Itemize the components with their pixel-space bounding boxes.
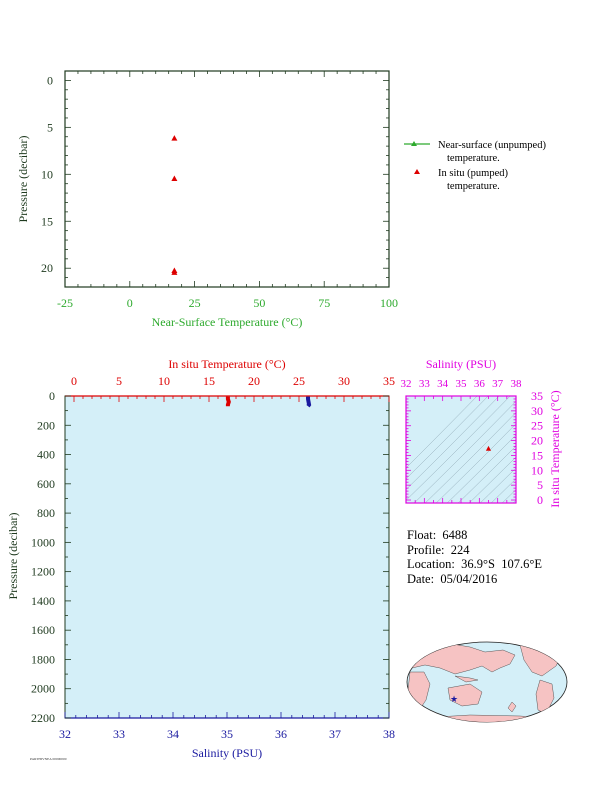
main-pressure-tick-label: 1600 [31, 623, 55, 638]
ts-plot-area [406, 396, 516, 503]
top-legend [404, 140, 546, 192]
main-temperature-tick-labels [71, 374, 395, 388]
ts-temperature-tick-label: 15 [531, 448, 543, 463]
main-salinity-tick-label: 35 [221, 727, 233, 741]
main-salinity-tick-label: 34 [167, 727, 179, 741]
legend-marker-in-situ [414, 169, 420, 174]
main-plot-area [65, 396, 389, 718]
map-land-antarctica [420, 715, 560, 724]
main-temperature-tick-label: 20 [248, 374, 260, 388]
ts-salinity-tick-label: 38 [510, 378, 522, 390]
main-salinity-tick-labels [59, 727, 395, 741]
temperature-profile-line [228, 397, 229, 407]
ts-temperature-tick-labels [531, 389, 543, 507]
legend-near-surface-line1: Near-surface (unpumped) [438, 140, 546, 151]
ts-salinity-tick-labels [401, 378, 523, 390]
legend-near-surface-line2: temperature. [447, 153, 500, 164]
float-info-panel [407, 528, 542, 586]
main-temperature-tick-label: 15 [203, 374, 215, 388]
density-contour [531, 392, 612, 507]
float-id: Float: 6488 [407, 528, 468, 542]
ts-salinity-tick-label: 35 [455, 378, 467, 390]
main-pressure-tick-label: 200 [37, 418, 55, 433]
main-temperature-tick-label: 25 [293, 374, 305, 388]
main-y-axis-label: Pressure (decibar) [6, 512, 20, 600]
location: Location: 36.9°S 107.6°E [407, 557, 542, 571]
main-temperature-tick-label: 30 [338, 374, 350, 388]
main-bottom-axis-label: Salinity (PSU) [191, 746, 263, 760]
top-plot-area [65, 71, 389, 287]
main-temperature-tick-label: 5 [116, 374, 122, 388]
main-temperature-tick-label: 0 [71, 374, 77, 388]
main-chart [6, 357, 395, 760]
ts-temperature-tick-label: 35 [531, 389, 543, 403]
top-x-tick-label: -25 [57, 296, 73, 310]
ts-temperature-tick-label: 5 [537, 478, 543, 493]
date: Date: 05/04/2016 [407, 571, 498, 586]
top-x-tick-label: 50 [253, 296, 266, 310]
main-pressure-tick-label: 1400 [31, 593, 55, 608]
legend-in-situ-line1: In situ (pumped) [438, 168, 508, 179]
top-x-tick-label: 0 [126, 296, 133, 310]
ts-top-axis-label: Salinity (PSU) [425, 357, 497, 371]
ts-temperature-tick-label: 0 [537, 493, 543, 508]
top-x-tick-label: 75 [318, 296, 331, 310]
main-pressure-tick-label: 800 [37, 506, 55, 521]
main-salinity-tick-label: 37 [329, 727, 341, 741]
top-x-tick-label: 100 [380, 296, 398, 310]
main-pressure-tick-label: 1200 [31, 564, 55, 579]
main-temperature-tick-label: 10 [158, 374, 170, 388]
top-chart [16, 71, 398, 329]
main-salinity-tick-label: 33 [113, 727, 125, 741]
ts-salinity-tick-label: 36 [473, 378, 485, 390]
top-x-tick-labels [57, 296, 398, 310]
ts-salinity-tick-label: 32 [400, 378, 412, 390]
ts-temperature-tick-label: 25 [531, 418, 543, 433]
main-salinity-tick-label: 36 [275, 727, 287, 741]
legend-in-situ-line2: temperature. [447, 181, 500, 192]
top-x-axis-label: Near-Surface Temperature (°C) [151, 315, 303, 329]
ts-temperature-tick-label: 20 [531, 433, 543, 448]
salinity-profile-line [308, 397, 309, 407]
ts-temperature-tick-label: 10 [531, 463, 543, 478]
main-pressure-tick-label: 1000 [31, 535, 55, 550]
top-y-axis-label: Pressure (decibar) [16, 135, 30, 223]
map-land-south-america [536, 680, 554, 714]
top-y-tick-label: 5 [47, 120, 53, 135]
top-y-tick-labels [41, 73, 53, 275]
main-pressure-tick-labels [31, 389, 55, 725]
top-y-tick-label: 0 [47, 73, 53, 88]
main-pressure-tick-label: 2200 [31, 711, 55, 725]
map-float-location-marker: ★ [449, 694, 459, 704]
main-salinity-tick-label: 32 [59, 727, 71, 741]
ts-salinity-tick-label: 33 [418, 378, 430, 390]
ts-salinity-tick-label: 34 [437, 378, 449, 390]
main-pressure-tick-label: 2000 [31, 681, 55, 696]
world-map [407, 642, 567, 724]
ts-temperature-tick-label: 30 [531, 403, 543, 418]
main-pressure-tick-label: 600 [37, 476, 55, 491]
profile-number: Profile: 224 [407, 542, 470, 557]
footer-id: PARTHIVNEA 00000000 [30, 757, 67, 761]
main-pressure-tick-label: 1800 [31, 652, 55, 667]
main-temperature-tick-label: 35 [383, 374, 395, 388]
top-y-tick-label: 20 [41, 261, 53, 276]
ts-chart [366, 357, 612, 508]
top-x-tick-label: 25 [188, 296, 201, 310]
top-y-tick-label: 10 [41, 167, 53, 182]
main-salinity-tick-label: 38 [383, 727, 395, 741]
ts-right-axis-label: In situ Temperature (°C) [548, 390, 562, 508]
main-pressure-tick-label: 0 [49, 389, 55, 403]
top-y-tick-label: 15 [41, 214, 53, 229]
main-pressure-tick-label: 400 [37, 447, 55, 462]
main-top-axis-label: In situ Temperature (°C) [168, 357, 286, 371]
ts-salinity-tick-label: 37 [492, 378, 504, 390]
